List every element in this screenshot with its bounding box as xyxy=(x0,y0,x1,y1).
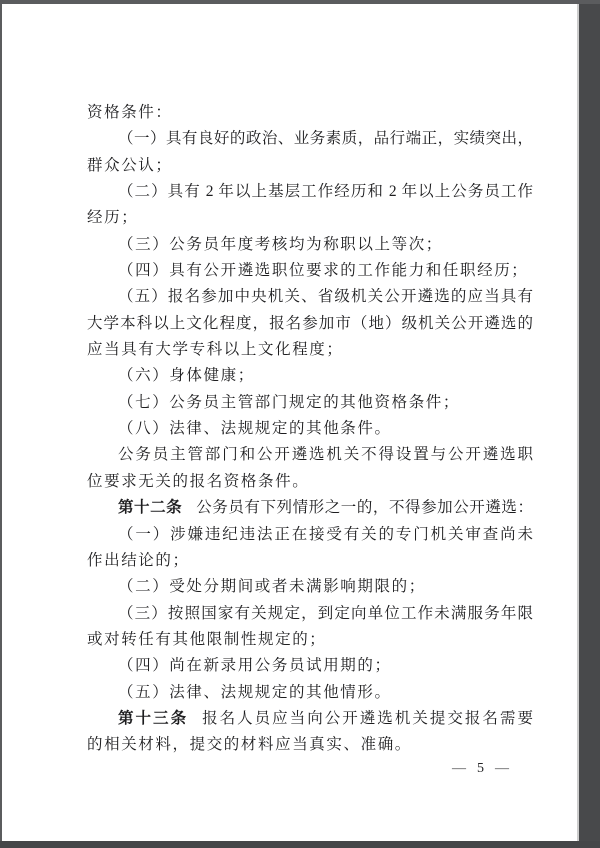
text-line xyxy=(87,495,533,521)
scan-edge-top xyxy=(0,0,600,4)
line-text: （五）法律、法规规定的其他情形。 xyxy=(118,683,392,701)
line-text: 应当具有大学专科以上文化程度； xyxy=(87,341,344,359)
text-line xyxy=(87,706,533,732)
scan-edge-left xyxy=(0,0,2,848)
text-line xyxy=(87,284,533,310)
line-text: （六）身体健康； xyxy=(118,367,255,385)
text-line xyxy=(87,601,533,627)
line-text: 报名人员应当向公开遴选机关提交报名需要 xyxy=(202,709,533,727)
text-line xyxy=(87,311,533,337)
text-line xyxy=(87,416,533,442)
text-line xyxy=(87,337,533,363)
text-line xyxy=(87,627,533,653)
text-line xyxy=(87,680,533,706)
scan-edge-right xyxy=(577,0,600,848)
footer-dash-left: — xyxy=(452,762,466,775)
text-line xyxy=(87,390,533,416)
article-number: 第十三条 xyxy=(118,709,189,727)
text-line xyxy=(87,232,533,258)
line-text: 大学本科以上文化程度，报名参加市（地）级机关公开遴选的 xyxy=(87,314,533,332)
document-body xyxy=(87,100,533,759)
text-line xyxy=(87,100,533,126)
text-line xyxy=(87,653,533,679)
line-text: （二）具有 2 年以上基层工作经历和 2 年以上公务员工作 xyxy=(118,183,533,201)
line-text: （八）法律、法规规定的其他条件。 xyxy=(118,420,392,438)
footer-dash-right: — xyxy=(495,762,509,775)
line-text: （二）受处分期间或者未满影响期限的； xyxy=(118,578,426,596)
line-text: 作出结论的； xyxy=(87,551,190,569)
line-text: 或对转任有其他限制性规定的； xyxy=(87,630,327,648)
line-text: （四）尚在新录用公务员试用期的； xyxy=(118,657,392,675)
text-line xyxy=(87,126,533,152)
line-text: 资格条件： xyxy=(87,104,173,121)
text-line xyxy=(87,574,533,600)
line-text: （三）按照国家有关规定，到定向单位工作未满服务年限 xyxy=(118,604,533,622)
line-text: （五）报名参加中央机关、省级机关公开遴选的应当具有 xyxy=(118,288,533,306)
line-text: （七）公务员主管部门规定的其他资格条件； xyxy=(118,393,461,411)
line-text: （三）公务员年度考核均为称职以上等次； xyxy=(118,235,443,253)
article-number: 第十二条 xyxy=(118,499,183,517)
text-line xyxy=(87,522,533,548)
line-text: 公务员主管部门和公开遴选机关不得设置与公开遴选职 xyxy=(118,446,533,464)
text-line xyxy=(87,469,533,495)
text-line xyxy=(87,258,533,284)
text-line xyxy=(87,732,533,758)
text-line xyxy=(87,548,533,574)
page-number: 5 xyxy=(477,761,484,776)
line-text: 公务员有下列情形之一的，不得参加公开遴选： xyxy=(196,499,533,517)
line-text: 位要求无关的报名资格条件。 xyxy=(87,472,310,490)
line-text: （一）具有良好的政治、业务素质，品行端正，实绩突出， xyxy=(118,130,533,148)
page-footer xyxy=(452,761,509,777)
text-line xyxy=(87,205,533,231)
line-text: （一）涉嫌违纪违法正在接受有关的专门机关审查尚未 xyxy=(118,525,533,543)
text-line xyxy=(87,153,533,179)
scan-edge-bottom xyxy=(0,841,600,848)
text-line xyxy=(87,442,533,468)
line-text: 群众公认； xyxy=(87,156,173,174)
line-text: 经历； xyxy=(87,209,139,227)
line-text: 的相关材料，提交的材料应当真实、准确。 xyxy=(87,736,412,754)
text-line xyxy=(87,179,533,205)
line-text: （四）具有公开遴选职位要求的工作能力和任职经历； xyxy=(118,262,529,280)
text-line xyxy=(87,363,533,389)
